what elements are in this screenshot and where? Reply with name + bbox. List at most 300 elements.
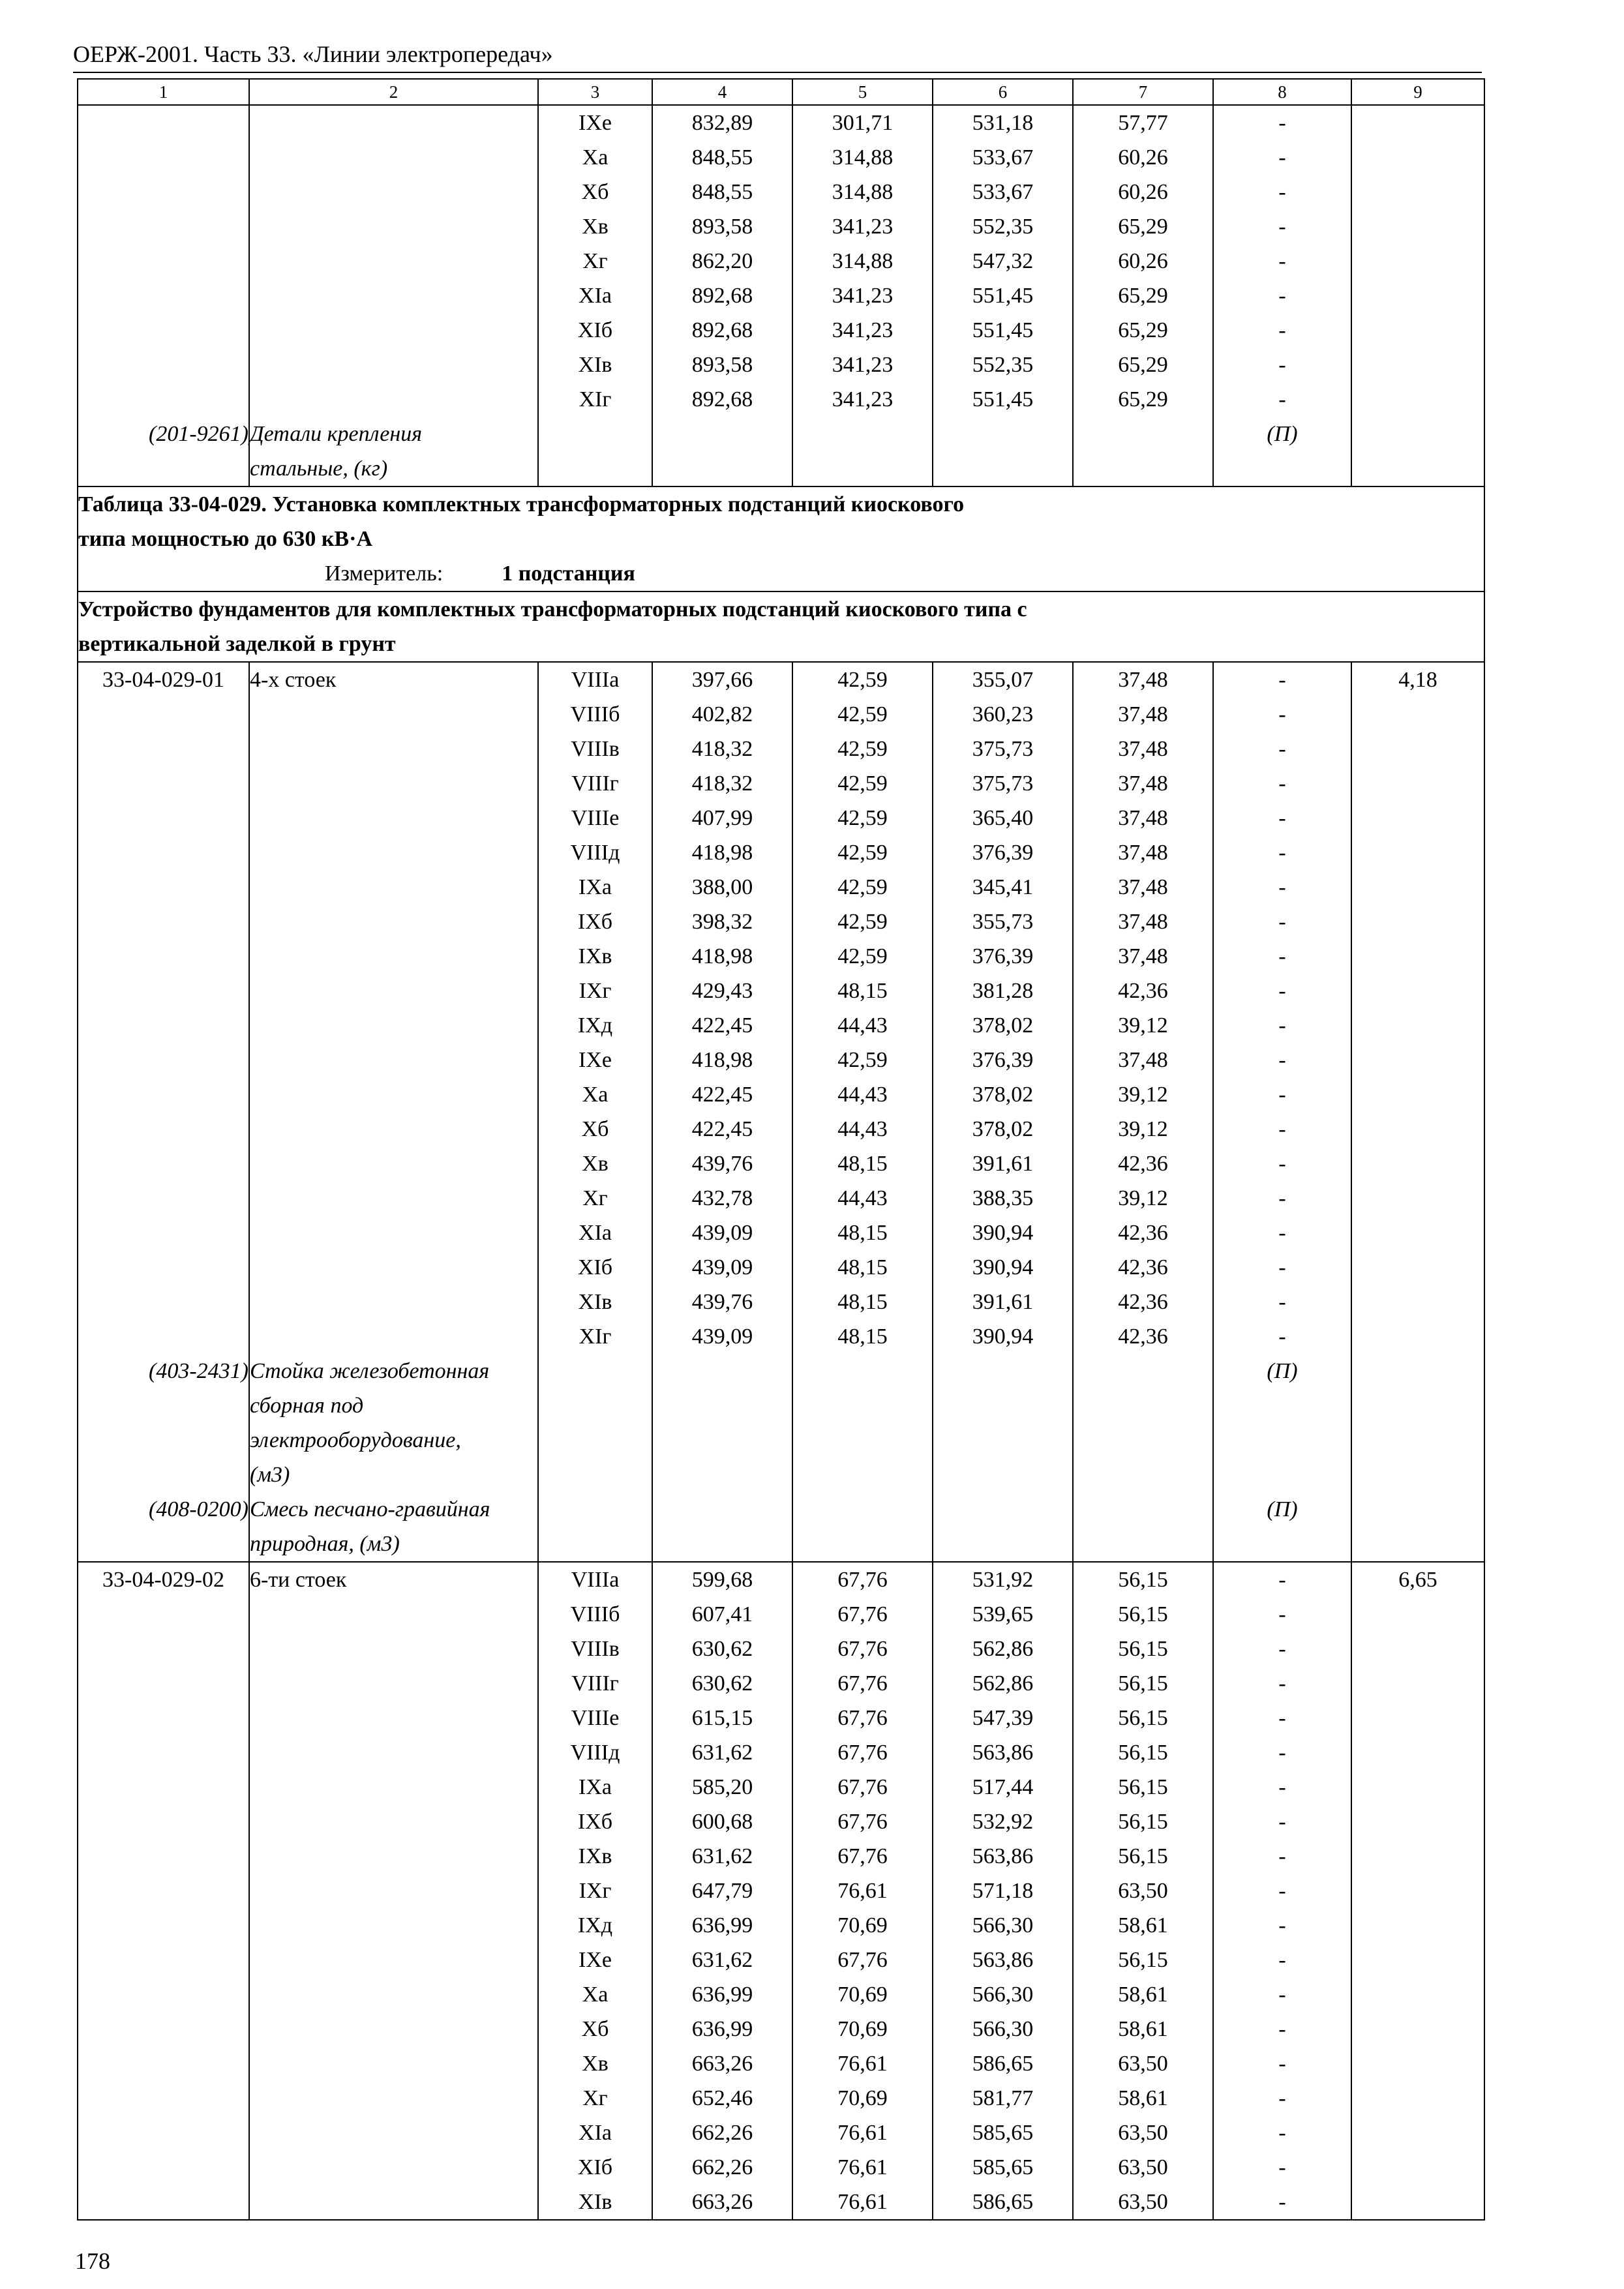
value-cell: IXг	[538, 1874, 652, 1908]
value-cell: 76,61	[792, 2150, 933, 2185]
value-cell: 65,29	[1073, 278, 1213, 313]
value-cell: -	[1213, 1146, 1351, 1181]
name-cell	[249, 1285, 538, 1319]
table-row	[78, 732, 1484, 766]
name-cell	[249, 1943, 538, 1977]
table-title	[78, 486, 1484, 556]
name-cell	[249, 313, 538, 348]
value-cell: 341,23	[792, 313, 933, 348]
value-cell: 37,48	[1073, 1043, 1213, 1077]
col9-cell	[1351, 835, 1484, 870]
name-cell	[249, 1770, 538, 1804]
material-name-line: стальные, (кг)	[250, 456, 388, 481]
material-row	[78, 1354, 1484, 1492]
col9-cell	[1351, 1632, 1484, 1666]
value-cell: -	[1213, 2185, 1351, 2220]
value-cell: VIIIб	[538, 1597, 652, 1632]
table-row	[78, 870, 1484, 905]
col9-cell	[1351, 801, 1484, 835]
column-number: 1	[78, 79, 249, 105]
value-cell: 388,00	[652, 870, 792, 905]
name-cell	[249, 697, 538, 732]
value-cell: 341,23	[792, 382, 933, 417]
value-cell: 48,15	[792, 1216, 933, 1250]
value-cell: Xб	[538, 1112, 652, 1146]
value-cell: 76,61	[792, 1874, 933, 1908]
table-row	[78, 2116, 1484, 2150]
value-cell: -	[1213, 1735, 1351, 1770]
value-cell: 67,76	[792, 1632, 933, 1666]
col9-cell	[1351, 2185, 1484, 2220]
name-cell	[249, 1735, 538, 1770]
value-cell: Xв	[538, 1146, 652, 1181]
table-row	[78, 1562, 1484, 1597]
value-cell: 532,92	[933, 1804, 1073, 1839]
value-cell: VIIIв	[538, 1632, 652, 1666]
value-cell: 378,02	[933, 1112, 1073, 1146]
code-cell	[78, 2046, 249, 2081]
value-cell: Xб	[538, 2012, 652, 2046]
code-cell	[78, 697, 249, 732]
code-cell	[78, 348, 249, 382]
value-cell: 375,73	[933, 732, 1073, 766]
value-cell: 37,48	[1073, 732, 1213, 766]
table-row	[78, 801, 1484, 835]
name-cell	[249, 175, 538, 209]
value-cell: 581,77	[933, 2081, 1073, 2116]
rates-table-body	[78, 79, 1484, 2220]
value-cell: 439,76	[652, 1285, 792, 1319]
value-cell: -	[1213, 105, 1351, 140]
value-cell: -	[1213, 140, 1351, 175]
value-cell: 76,61	[792, 2046, 933, 2081]
value-cell: VIIIв	[538, 732, 652, 766]
table-row	[78, 1181, 1484, 1216]
table-title-line: Таблица 33-04-029. Установка комплектных трансформаторных подстанций киоскового	[78, 492, 965, 516]
name-cell	[249, 870, 538, 905]
name-cell	[249, 1181, 538, 1216]
value-cell: 56,15	[1073, 1839, 1213, 1874]
value-cell: 571,18	[933, 1874, 1073, 1908]
value-cell: -	[1213, 1770, 1351, 1804]
value-cell: 533,67	[933, 175, 1073, 209]
col9-cell	[1351, 1354, 1484, 1492]
value-cell: 48,15	[792, 1146, 933, 1181]
value-cell	[1073, 417, 1213, 486]
table-row	[78, 2046, 1484, 2081]
code-cell	[78, 1666, 249, 1701]
value-cell: 341,23	[792, 348, 933, 382]
value-cell: -	[1213, 939, 1351, 974]
table-row	[78, 974, 1484, 1008]
table-row	[78, 313, 1484, 348]
col9-cell	[1351, 1492, 1484, 1562]
name-cell	[249, 1250, 538, 1285]
value-cell: 432,78	[652, 1181, 792, 1216]
value-cell: 586,65	[933, 2046, 1073, 2081]
value-cell: 552,35	[933, 209, 1073, 244]
col9-cell	[1351, 1216, 1484, 1250]
col9-cell	[1351, 1839, 1484, 1874]
code-cell	[78, 1285, 249, 1319]
value-cell: 636,99	[652, 2012, 792, 2046]
header-rule	[73, 72, 1482, 73]
value-cell: XIв	[538, 348, 652, 382]
value-cell: 56,15	[1073, 1562, 1213, 1597]
material-mark: (П)	[1213, 1492, 1351, 1562]
col9-cell	[1351, 175, 1484, 209]
col9-cell	[1351, 870, 1484, 905]
value-cell: 37,48	[1073, 697, 1213, 732]
code-cell	[78, 2012, 249, 2046]
value-cell: -	[1213, 1701, 1351, 1735]
value-cell: 662,26	[652, 2150, 792, 2185]
value-cell: VIIIб	[538, 697, 652, 732]
col9-cell	[1351, 1977, 1484, 2012]
value-cell: 892,68	[652, 382, 792, 417]
value-cell: 42,59	[792, 905, 933, 939]
value-cell: -	[1213, 244, 1351, 278]
value-cell: 67,76	[792, 1701, 933, 1735]
value-cell: 391,61	[933, 1285, 1073, 1319]
value-cell: -	[1213, 1319, 1351, 1354]
value-cell	[933, 1354, 1073, 1492]
value-cell: 70,69	[792, 1977, 933, 2012]
value-cell: 547,32	[933, 244, 1073, 278]
section-subtitle-line: Устройство фундаментов для комплектных трансформаторных подстанций киоскового типа с	[78, 597, 1027, 621]
value-cell: 314,88	[792, 244, 933, 278]
value-cell: 39,12	[1073, 1112, 1213, 1146]
value-cell: 44,43	[792, 1008, 933, 1043]
code-cell	[78, 1181, 249, 1216]
value-cell: -	[1213, 2150, 1351, 2185]
table-row	[78, 278, 1484, 313]
col9-cell	[1351, 2012, 1484, 2046]
code-cell	[78, 140, 249, 175]
value-cell: 48,15	[792, 974, 933, 1008]
value-cell: 862,20	[652, 244, 792, 278]
value-cell: 422,45	[652, 1112, 792, 1146]
value-cell: 360,23	[933, 697, 1073, 732]
col9-cell	[1351, 1043, 1484, 1077]
value-cell: 552,35	[933, 348, 1073, 382]
value-cell: 631,62	[652, 1839, 792, 1874]
table-row	[78, 1908, 1484, 1943]
value-cell: 58,61	[1073, 2081, 1213, 2116]
value-cell: -	[1213, 1666, 1351, 1701]
value-cell: 345,41	[933, 870, 1073, 905]
value-cell: 37,48	[1073, 870, 1213, 905]
value-cell: 42,59	[792, 732, 933, 766]
value-cell: -	[1213, 278, 1351, 313]
code-cell	[78, 1216, 249, 1250]
col9-cell	[1351, 1874, 1484, 1908]
value-cell: 893,58	[652, 209, 792, 244]
value-cell: 562,86	[933, 1666, 1073, 1701]
code-cell	[78, 1908, 249, 1943]
value-cell: -	[1213, 175, 1351, 209]
value-cell: 631,62	[652, 1735, 792, 1770]
table-row	[78, 1112, 1484, 1146]
name-cell	[249, 766, 538, 801]
name-cell	[249, 2081, 538, 2116]
value-cell: 39,12	[1073, 1181, 1213, 1216]
value-cell: 407,99	[652, 801, 792, 835]
value-cell: 314,88	[792, 140, 933, 175]
value-cell: 418,98	[652, 939, 792, 974]
value-cell: 566,30	[933, 2012, 1073, 2046]
value-cell: 376,39	[933, 1043, 1073, 1077]
table-row	[78, 209, 1484, 244]
value-cell: -	[1213, 2116, 1351, 2150]
value-cell: 44,43	[792, 1077, 933, 1112]
value-cell: -	[1213, 1597, 1351, 1632]
name-cell	[249, 939, 538, 974]
value-cell: 607,41	[652, 1597, 792, 1632]
value-cell: 42,36	[1073, 1319, 1213, 1354]
value-cell: 533,67	[933, 140, 1073, 175]
col9-cell	[1351, 417, 1484, 486]
value-cell: 378,02	[933, 1008, 1073, 1043]
col9-cell	[1351, 1701, 1484, 1735]
value-cell: 67,76	[792, 1735, 933, 1770]
value-cell: 48,15	[792, 1319, 933, 1354]
value-cell: 63,50	[1073, 2185, 1213, 2220]
value-cell: 67,76	[792, 1770, 933, 1804]
value-cell: 562,86	[933, 1632, 1073, 1666]
value-cell: 663,26	[652, 2185, 792, 2220]
unit-cell	[78, 556, 1484, 591]
col9-cell	[1351, 105, 1484, 140]
value-cell: 65,29	[1073, 382, 1213, 417]
value-cell: 42,59	[792, 766, 933, 801]
table-row	[78, 835, 1484, 870]
value-cell: IXе	[538, 105, 652, 140]
value-cell: 563,86	[933, 1943, 1073, 1977]
value-cell: -	[1213, 1562, 1351, 1597]
table-row	[78, 1666, 1484, 1701]
value-cell: 56,15	[1073, 1770, 1213, 1804]
col9-cell	[1351, 1666, 1484, 1701]
code-cell	[78, 801, 249, 835]
value-cell: VIIIд	[538, 1735, 652, 1770]
material-row	[78, 417, 1484, 486]
name-cell	[249, 1319, 538, 1354]
value-cell: 547,39	[933, 1701, 1073, 1735]
value-cell: -	[1213, 209, 1351, 244]
value-cell: 37,48	[1073, 662, 1213, 697]
value-cell: 630,62	[652, 1632, 792, 1666]
value-cell: -	[1213, 1874, 1351, 1908]
section-subtitle	[78, 591, 1484, 662]
col9-cell	[1351, 1943, 1484, 1977]
value-cell: 42,59	[792, 697, 933, 732]
table-row	[78, 1285, 1484, 1319]
value-cell: -	[1213, 1250, 1351, 1285]
value-cell: 390,94	[933, 1319, 1073, 1354]
value-cell: -	[1213, 870, 1351, 905]
value-cell: XIа	[538, 278, 652, 313]
material-code: (408-0200)	[78, 1492, 249, 1562]
column-number: 6	[933, 79, 1073, 105]
value-cell	[792, 1492, 933, 1562]
value-cell: XIв	[538, 1285, 652, 1319]
name-cell	[249, 974, 538, 1008]
value-cell: 439,09	[652, 1250, 792, 1285]
value-cell: -	[1213, 1977, 1351, 2012]
value-cell: VIIIг	[538, 1666, 652, 1701]
value-cell: 391,61	[933, 1146, 1073, 1181]
value-cell	[538, 1492, 652, 1562]
value-cell: 585,65	[933, 2150, 1073, 2185]
code-cell	[78, 175, 249, 209]
value-cell: 56,15	[1073, 1597, 1213, 1632]
value-cell: -	[1213, 1285, 1351, 1319]
name-cell	[249, 801, 538, 835]
value-cell: IXа	[538, 870, 652, 905]
value-cell: 67,76	[792, 1666, 933, 1701]
value-cell: 65,29	[1073, 313, 1213, 348]
value-cell: 65,29	[1073, 348, 1213, 382]
code-cell	[78, 1804, 249, 1839]
value-cell: 42,36	[1073, 1216, 1213, 1250]
table-row	[78, 382, 1484, 417]
value-cell: 615,15	[652, 1701, 792, 1735]
table-row	[78, 662, 1484, 697]
table-row	[78, 105, 1484, 140]
section-subtitle-row	[78, 591, 1484, 662]
value-cell: 439,09	[652, 1216, 792, 1250]
value-cell: 531,18	[933, 105, 1073, 140]
code-cell	[78, 382, 249, 417]
table-row	[78, 1839, 1484, 1874]
code-cell	[78, 105, 249, 140]
table-row	[78, 175, 1484, 209]
value-cell: 63,50	[1073, 2150, 1213, 2185]
value-cell: 402,82	[652, 697, 792, 732]
code-cell: 33-04-029-02	[78, 1562, 249, 1597]
value-cell: 58,61	[1073, 1977, 1213, 2012]
table-title-row	[78, 486, 1484, 556]
value-cell: Xг	[538, 2081, 652, 2116]
col9-cell	[1351, 1181, 1484, 1216]
value-cell: 60,26	[1073, 175, 1213, 209]
material-name-line: Стойка железобетонная	[250, 1359, 490, 1383]
value-cell: 566,30	[933, 1977, 1073, 2012]
col9-cell	[1351, 1804, 1484, 1839]
code-cell	[78, 2081, 249, 2116]
value-cell: 60,26	[1073, 140, 1213, 175]
code-cell	[78, 1701, 249, 1735]
value-cell: IXб	[538, 1804, 652, 1839]
code-cell	[78, 1943, 249, 1977]
name-cell	[249, 382, 538, 417]
name-cell	[249, 278, 538, 313]
material-name-line: природная, (м3)	[250, 1532, 400, 1556]
value-cell: 439,76	[652, 1146, 792, 1181]
code-cell	[78, 1250, 249, 1285]
value-cell: 56,15	[1073, 1735, 1213, 1770]
value-cell	[652, 1354, 792, 1492]
value-cell: IXв	[538, 1839, 652, 1874]
value-cell: 390,94	[933, 1216, 1073, 1250]
material-name	[249, 1492, 538, 1562]
value-cell: IXд	[538, 1008, 652, 1043]
column-number: 7	[1073, 79, 1213, 105]
name-cell	[249, 1216, 538, 1250]
value-cell: 375,73	[933, 766, 1073, 801]
value-cell: -	[1213, 1216, 1351, 1250]
name-cell	[249, 1908, 538, 1943]
code-cell	[78, 1874, 249, 1908]
name-cell	[249, 835, 538, 870]
value-cell: 832,89	[652, 105, 792, 140]
material-code: (403-2431)	[78, 1354, 249, 1492]
value-cell: VIIIд	[538, 835, 652, 870]
code-cell	[78, 1043, 249, 1077]
table-title-line: типа мощностью до 630 кВ·А	[78, 527, 372, 551]
table-row	[78, 2185, 1484, 2220]
value-cell: 42,36	[1073, 1250, 1213, 1285]
value-cell: 585,20	[652, 1770, 792, 1804]
value-cell: 600,68	[652, 1804, 792, 1839]
code-cell	[78, 1770, 249, 1804]
value-cell: 67,76	[792, 1943, 933, 1977]
column-number: 8	[1213, 79, 1351, 105]
value-cell: -	[1213, 1943, 1351, 1977]
value-cell: 56,15	[1073, 1701, 1213, 1735]
value-cell: IXг	[538, 974, 652, 1008]
value-cell: 44,43	[792, 1112, 933, 1146]
col9-cell	[1351, 209, 1484, 244]
name-cell	[249, 1008, 538, 1043]
value-cell: 42,59	[792, 939, 933, 974]
name-cell	[249, 209, 538, 244]
column-number: 3	[538, 79, 652, 105]
code-cell	[78, 313, 249, 348]
value-cell: -	[1213, 974, 1351, 1008]
code-cell	[78, 209, 249, 244]
value-cell: VIIIа	[538, 1562, 652, 1597]
value-cell: XIв	[538, 2185, 652, 2220]
table-row	[78, 1804, 1484, 1839]
name-cell	[249, 1146, 538, 1181]
code-cell	[78, 1112, 249, 1146]
value-cell: Xа	[538, 1977, 652, 2012]
value-cell: 42,36	[1073, 1146, 1213, 1181]
code-cell	[78, 1597, 249, 1632]
col9-cell	[1351, 2081, 1484, 2116]
code-cell	[78, 1319, 249, 1354]
value-cell: 58,61	[1073, 2012, 1213, 2046]
value-cell: -	[1213, 1804, 1351, 1839]
value-cell	[933, 1492, 1073, 1562]
value-cell: 563,86	[933, 1839, 1073, 1874]
value-cell: Xг	[538, 244, 652, 278]
value-cell: Xв	[538, 2046, 652, 2081]
value-cell: -	[1213, 2046, 1351, 2081]
value-cell: -	[1213, 801, 1351, 835]
value-cell: 65,29	[1073, 209, 1213, 244]
value-cell: XIа	[538, 2116, 652, 2150]
value-cell: -	[1213, 1077, 1351, 1112]
value-cell: 630,62	[652, 1666, 792, 1701]
table-row	[78, 939, 1484, 974]
name-cell	[249, 140, 538, 175]
value-cell: 56,15	[1073, 1632, 1213, 1666]
page-number: 178	[75, 2248, 110, 2274]
value-cell: Xа	[538, 140, 652, 175]
